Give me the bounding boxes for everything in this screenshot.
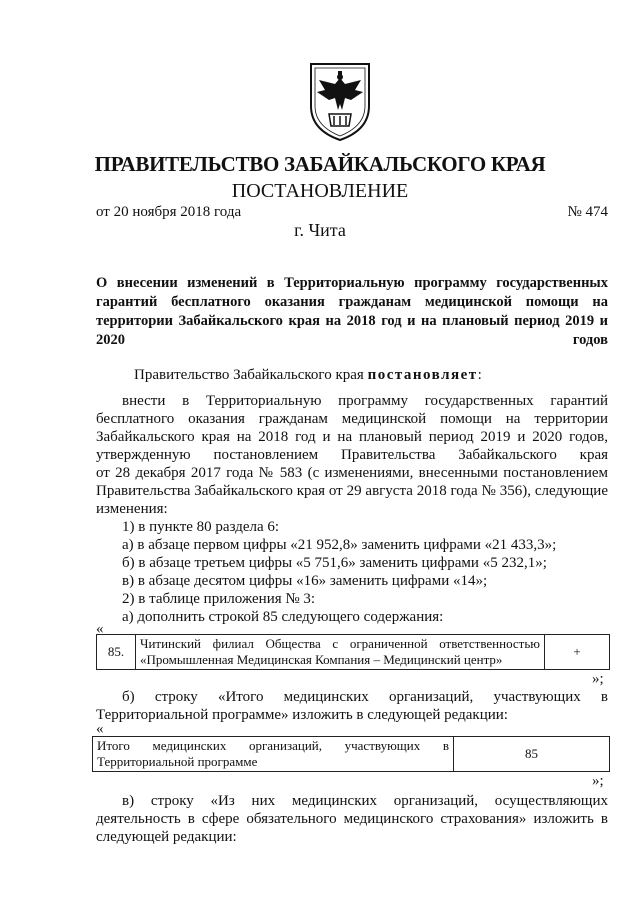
total-row-table (92, 736, 610, 772)
total-label-line: Территориальной программе (97, 754, 258, 769)
total-value: 85 (454, 737, 610, 772)
body-line: внести в Территориальную программу государственных гарантий (122, 393, 608, 409)
body-line: утвержденную постановлением Правительства Забайкальского края (96, 447, 608, 463)
quote-close: »; (592, 773, 604, 789)
row-number: 85. (97, 635, 136, 670)
participation-mark: + (545, 635, 610, 670)
coat-of-arms-icon (305, 60, 375, 142)
total-label-line: Итого медицинских организаций, участвующих в (97, 738, 449, 753)
body-line: Забайкальского края на 2018 год и на плановый период 2019 и 2020 годов, (96, 429, 608, 445)
organization-name (136, 635, 545, 670)
body-line: в) в абзаце десятом цифры «16» заменить цифрами «14»; (122, 573, 488, 589)
para-b-line: Территориальной программе» изложить в следующей редакции: (96, 707, 508, 723)
body-line: Правительства Забайкальского края от 29 августа 2018 года № 356), следующие (96, 483, 608, 499)
body-line: а) в абзаце первом цифры «21 952,8» заменить цифрами «21 433,3»; (122, 537, 557, 553)
insert-row-table (96, 634, 610, 670)
document-date: от 20 ноября 2018 года (96, 204, 242, 220)
document-city: г. Чита (294, 220, 346, 240)
total-label (93, 737, 454, 772)
body-line: 2) в таблице приложения № 3: (122, 591, 316, 607)
preamble-lead: Правительство Забайкальского края (134, 367, 368, 383)
organization-name-line: Читинский филиал Общества с ограниченной ответственностью (140, 636, 540, 651)
document-subject: О внесении изменений в Территориальную программу государственных гарантий бесплатного оказания гражданам медицинской помощи на территории Забайкальского края на 2018 год и на плановый период 2019 и 2020 годов (96, 275, 608, 348)
body-line: бесплатного оказания гражданам медицинской помощи на территории (96, 411, 608, 427)
para-b-line: б) строку «Итого медицинских организаций, участвующих в (122, 689, 608, 705)
para-v-line: в) строку «Из них медицинских организаций, осуществляющих (122, 793, 608, 809)
body-line: от 28 декабря 2017 года № 583 (с изменениями, внесенными постановлением (96, 465, 608, 481)
quote-open: « (96, 621, 104, 637)
document-type: ПОСТАНОВЛЕНИЕ (231, 180, 409, 202)
preamble-decree-word: постановляет (367, 367, 478, 383)
body-line: а) дополнить строкой 85 следующего содержания: (122, 609, 444, 625)
quote-open: « (96, 721, 104, 737)
preamble-colon: : (477, 367, 482, 383)
document-number: № 474 (567, 204, 608, 220)
para-v-line: следующей редакции: (96, 829, 237, 845)
body-line: изменения: (96, 501, 168, 517)
quote-close: »; (592, 671, 604, 687)
preamble (134, 366, 482, 384)
organization-name-line: «Промышленная Медицинская Компания – Медицинский центр» (140, 652, 503, 667)
para-v-line: деятельность в сфере обязательного медицинского страхования» изложить в (96, 811, 608, 827)
body-line: 1) в пункте 80 раздела 6: (122, 519, 280, 535)
body-line: б) в абзаце третьем цифры «5 751,6» заменить цифрами «5 232,1»; (122, 555, 547, 571)
government-title: ПРАВИТЕЛЬСТВО ЗАБАЙКАЛЬСКОГО КРАЯ (94, 152, 546, 176)
